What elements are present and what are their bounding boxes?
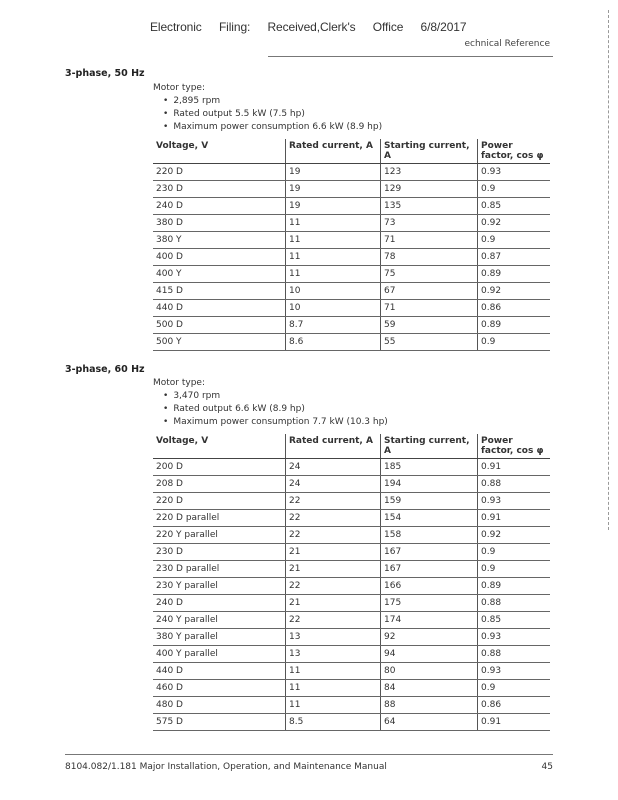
cell-starting-current: 88 xyxy=(381,697,478,714)
table-row xyxy=(153,476,550,493)
cell-rated-current: 10 xyxy=(286,283,381,300)
cell-rated-current: 19 xyxy=(286,164,381,181)
cell-rated-current: 21 xyxy=(286,561,381,578)
table-row xyxy=(153,595,550,612)
cell-voltage: 230 D xyxy=(153,544,286,561)
cell-power-factor: 0.93 xyxy=(478,663,551,680)
table-row xyxy=(153,334,550,351)
motor-bullets xyxy=(153,390,388,429)
cell-power-factor: 0.9 xyxy=(478,232,551,249)
filing-word-2: Filing: xyxy=(218,20,251,34)
bullet-item: • Rated output 6.6 kW (8.9 hp) xyxy=(163,403,388,416)
bullet-item: • Maximum power consumption 7.7 kW (10.3 hp) xyxy=(163,416,388,429)
table-row xyxy=(153,493,550,510)
cell-starting-current: 194 xyxy=(381,476,478,493)
cell-power-factor: 0.89 xyxy=(478,266,551,283)
cell-rated-current: 19 xyxy=(286,181,381,198)
cell-starting-current: 59 xyxy=(381,317,478,334)
cell-power-factor: 0.85 xyxy=(478,198,551,215)
cell-power-factor: 0.93 xyxy=(478,629,551,646)
cell-voltage: 480 D xyxy=(153,697,286,714)
cell-rated-current: 13 xyxy=(286,646,381,663)
cell-starting-current: 123 xyxy=(381,164,478,181)
table-row xyxy=(153,680,550,697)
cell-rated-current: 22 xyxy=(286,527,381,544)
cell-starting-current: 55 xyxy=(381,334,478,351)
table-row xyxy=(153,612,550,629)
motor-type-label: Motor type: xyxy=(153,378,206,388)
cell-power-factor: 0.91 xyxy=(478,714,551,731)
cell-voltage: 500 D xyxy=(153,317,286,334)
cell-power-factor: 0.86 xyxy=(478,300,551,317)
cell-starting-current: 175 xyxy=(381,595,478,612)
cell-voltage: 220 D xyxy=(153,493,286,510)
table-header-row xyxy=(153,434,550,459)
cell-starting-current: 67 xyxy=(381,283,478,300)
table-row xyxy=(153,266,550,283)
bullet-item: • 2,895 rpm xyxy=(163,95,382,108)
cell-voltage: 380 D xyxy=(153,215,286,232)
table-row xyxy=(153,527,550,544)
table-row xyxy=(153,561,550,578)
cell-rated-current: 13 xyxy=(286,629,381,646)
col-header-starting-current: Starting current, A xyxy=(381,139,478,164)
filing-word-5: 6/8/2017 xyxy=(420,20,467,34)
cell-voltage: 400 D xyxy=(153,249,286,266)
bullet-item: • 3,470 rpm xyxy=(163,390,388,403)
cell-rated-current: 8.6 xyxy=(286,334,381,351)
cell-voltage: 240 D xyxy=(153,595,286,612)
cell-power-factor: 0.93 xyxy=(478,164,551,181)
cell-rated-current: 22 xyxy=(286,578,381,595)
cell-rated-current: 11 xyxy=(286,215,381,232)
cell-voltage: 415 D xyxy=(153,283,286,300)
cell-power-factor: 0.92 xyxy=(478,527,551,544)
table-row xyxy=(153,198,550,215)
motor-type-label: Motor type: xyxy=(153,83,206,93)
cell-starting-current: 167 xyxy=(381,544,478,561)
col-header-power-factor: Power factor, cos φ xyxy=(478,139,551,164)
footer-rule xyxy=(65,754,553,755)
cell-voltage: 230 Y parallel xyxy=(153,578,286,595)
cell-starting-current: 71 xyxy=(381,232,478,249)
table-row xyxy=(153,510,550,527)
cell-voltage: 460 D xyxy=(153,680,286,697)
cell-voltage: 400 Y parallel xyxy=(153,646,286,663)
cell-power-factor: 0.89 xyxy=(478,578,551,595)
table-row xyxy=(153,164,550,181)
spec-table-50hz xyxy=(153,139,550,351)
table-row xyxy=(153,300,550,317)
table-row xyxy=(153,646,550,663)
cell-voltage: 380 Y parallel xyxy=(153,629,286,646)
cell-power-factor: 0.9 xyxy=(478,680,551,697)
cell-starting-current: 78 xyxy=(381,249,478,266)
col-header-voltage: Voltage, V xyxy=(153,434,286,459)
table-row xyxy=(153,697,550,714)
cell-rated-current: 22 xyxy=(286,612,381,629)
cell-voltage: 240 D xyxy=(153,198,286,215)
col-header-starting-current: Starting current, A xyxy=(381,434,478,459)
cell-starting-current: 166 xyxy=(381,578,478,595)
filing-word-4: Office xyxy=(372,20,404,34)
cell-starting-current: 158 xyxy=(381,527,478,544)
cell-power-factor: 0.9 xyxy=(478,181,551,198)
cell-starting-current: 167 xyxy=(381,561,478,578)
cell-voltage: 230 D xyxy=(153,181,286,198)
cell-starting-current: 84 xyxy=(381,680,478,697)
cell-voltage: 380 Y xyxy=(153,232,286,249)
table-row xyxy=(153,181,550,198)
cell-voltage: 220 D xyxy=(153,164,286,181)
cell-rated-current: 11 xyxy=(286,266,381,283)
cell-rated-current: 11 xyxy=(286,232,381,249)
cell-starting-current: 92 xyxy=(381,629,478,646)
motor-bullets xyxy=(153,95,382,134)
cell-starting-current: 73 xyxy=(381,215,478,232)
cell-power-factor: 0.92 xyxy=(478,215,551,232)
cell-voltage: 220 Y parallel xyxy=(153,527,286,544)
cell-rated-current: 11 xyxy=(286,680,381,697)
cell-rated-current: 11 xyxy=(286,697,381,714)
table-row xyxy=(153,215,550,232)
cell-voltage: 400 Y xyxy=(153,266,286,283)
cell-starting-current: 80 xyxy=(381,663,478,680)
table-row xyxy=(153,232,550,249)
cell-rated-current: 19 xyxy=(286,198,381,215)
cell-starting-current: 185 xyxy=(381,459,478,476)
cell-starting-current: 64 xyxy=(381,714,478,731)
cell-power-factor: 0.92 xyxy=(478,283,551,300)
table-row xyxy=(153,249,550,266)
page-number: 45 xyxy=(541,762,553,772)
cell-rated-current: 22 xyxy=(286,510,381,527)
cell-voltage: 440 D xyxy=(153,300,286,317)
cell-starting-current: 71 xyxy=(381,300,478,317)
cell-starting-current: 129 xyxy=(381,181,478,198)
cell-rated-current: 21 xyxy=(286,595,381,612)
cell-power-factor: 0.89 xyxy=(478,317,551,334)
filing-word-3: Received,Clerk's xyxy=(267,20,356,34)
running-title: echnical Reference xyxy=(464,39,550,49)
page-edge-mark xyxy=(608,10,610,530)
spec-table-60hz xyxy=(153,434,550,731)
footer-doc-title: 8104.082/1.181 Major Installation, Operation, and Maintenance Manual xyxy=(65,762,387,772)
cell-power-factor: 0.91 xyxy=(478,510,551,527)
table-row xyxy=(153,578,550,595)
table-row xyxy=(153,544,550,561)
table-row xyxy=(153,629,550,646)
cell-rated-current: 11 xyxy=(286,663,381,680)
cell-starting-current: 135 xyxy=(381,198,478,215)
cell-power-factor: 0.91 xyxy=(478,459,551,476)
cell-power-factor: 0.87 xyxy=(478,249,551,266)
col-header-rated-current: Rated current, A xyxy=(286,434,381,459)
cell-voltage: 240 Y parallel xyxy=(153,612,286,629)
cell-power-factor: 0.85 xyxy=(478,612,551,629)
table-row xyxy=(153,663,550,680)
cell-rated-current: 22 xyxy=(286,493,381,510)
cell-starting-current: 154 xyxy=(381,510,478,527)
footer xyxy=(65,762,553,772)
cell-starting-current: 75 xyxy=(381,266,478,283)
motor-info-50hz xyxy=(153,82,382,134)
cell-rated-current: 8.5 xyxy=(286,714,381,731)
header-rule xyxy=(268,56,553,57)
col-header-voltage: Voltage, V xyxy=(153,139,286,164)
section-title-50hz: 3-phase, 50 Hz xyxy=(65,68,145,79)
table-header-row xyxy=(153,139,550,164)
col-header-rated-current: Rated current, A xyxy=(286,139,381,164)
cell-power-factor: 0.88 xyxy=(478,646,551,663)
cell-rated-current: 21 xyxy=(286,544,381,561)
cell-starting-current: 174 xyxy=(381,612,478,629)
section-title-60hz: 3-phase, 60 Hz xyxy=(65,364,145,375)
col-header-power-factor: Power factor, cos φ xyxy=(478,434,551,459)
cell-power-factor: 0.9 xyxy=(478,334,551,351)
motor-info-60hz xyxy=(153,377,388,429)
cell-voltage: 575 D xyxy=(153,714,286,731)
cell-power-factor: 0.88 xyxy=(478,476,551,493)
cell-rated-current: 8.7 xyxy=(286,317,381,334)
bullet-item: • Rated output 5.5 kW (7.5 hp) xyxy=(163,108,382,121)
bullet-item: • Maximum power consumption 6.6 kW (8.9 hp) xyxy=(163,121,382,134)
cell-voltage: 200 D xyxy=(153,459,286,476)
filing-stamp xyxy=(150,20,480,34)
cell-starting-current: 94 xyxy=(381,646,478,663)
cell-voltage: 230 D parallel xyxy=(153,561,286,578)
cell-rated-current: 24 xyxy=(286,459,381,476)
cell-voltage: 500 Y xyxy=(153,334,286,351)
cell-voltage: 440 D xyxy=(153,663,286,680)
cell-power-factor: 0.86 xyxy=(478,697,551,714)
cell-power-factor: 0.9 xyxy=(478,544,551,561)
cell-power-factor: 0.93 xyxy=(478,493,551,510)
cell-rated-current: 11 xyxy=(286,249,381,266)
filing-word-1: Electronic xyxy=(150,20,202,34)
cell-starting-current: 159 xyxy=(381,493,478,510)
cell-voltage: 220 D parallel xyxy=(153,510,286,527)
table-row xyxy=(153,317,550,334)
cell-rated-current: 24 xyxy=(286,476,381,493)
cell-voltage: 208 D xyxy=(153,476,286,493)
table-body xyxy=(153,164,550,351)
table-body xyxy=(153,459,550,731)
cell-power-factor: 0.9 xyxy=(478,561,551,578)
table-row xyxy=(153,714,550,731)
table-row xyxy=(153,459,550,476)
cell-power-factor: 0.88 xyxy=(478,595,551,612)
table-row xyxy=(153,283,550,300)
cell-rated-current: 10 xyxy=(286,300,381,317)
